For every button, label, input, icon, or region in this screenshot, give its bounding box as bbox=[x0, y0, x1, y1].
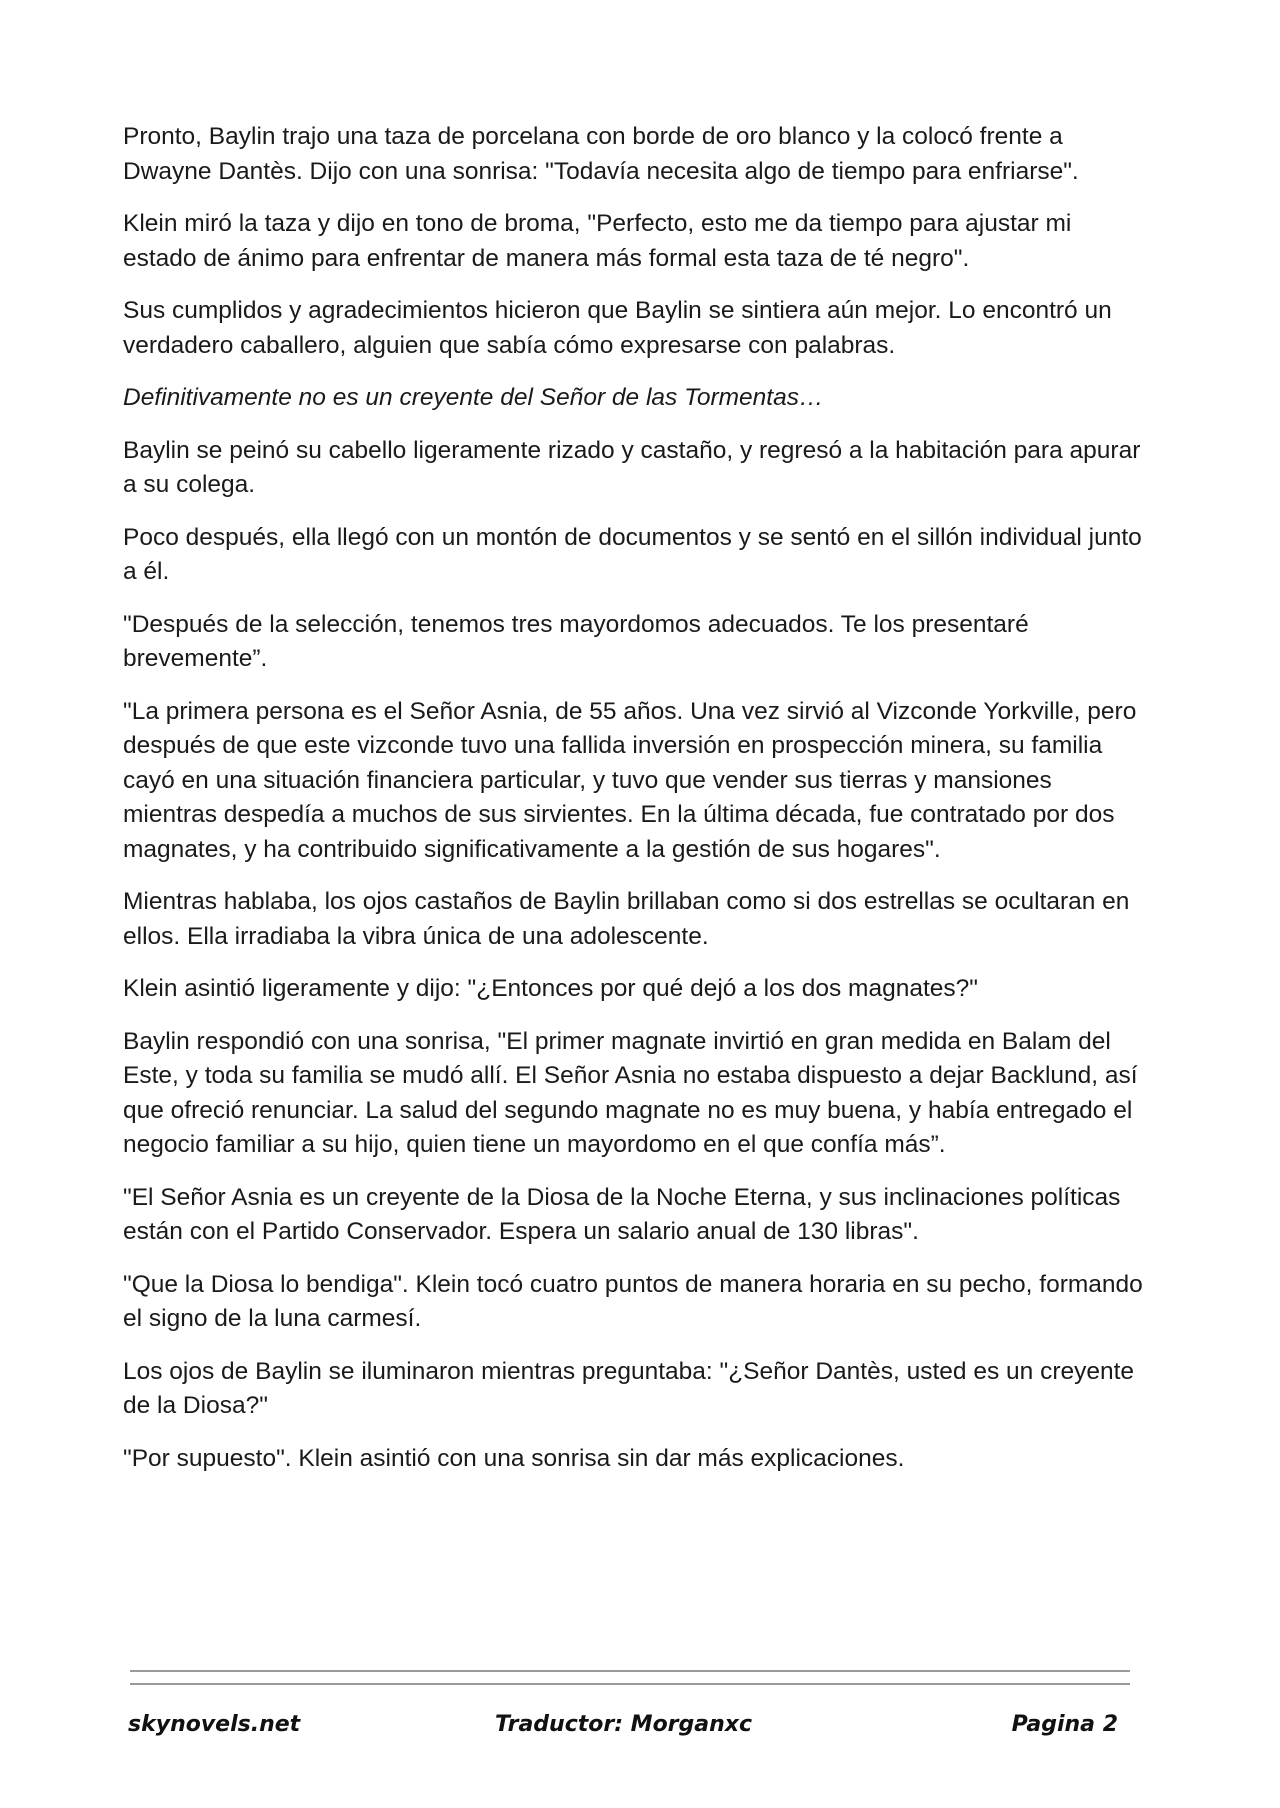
paragraph: "Por supuesto". Klein asintió con una sonrisa sin dar más explicaciones. bbox=[123, 1444, 905, 1472]
paragraph: Mientras hablaba, los ojos castaños de Baylin brillaban como si dos estrellas se ocultaran en ellos. Ella irradiaba la vibra única de una adolescente. bbox=[123, 888, 1130, 950]
paragraph: "La primera persona es el Señor Asnia, de 55 años. Una vez sirvió al Vizconde Yorkville, pero después de que este vizconde tuvo una fallida inversión en prospección minera, su familia cayó en una situación financiera particular, y tuvo que vender sus tierras y mansiones mientras despedía a muchos de sus sirvientes. En la última década, fue contratado por dos magnates, y ha contribuido significativamente a la gestión de sus hogares". bbox=[123, 697, 1137, 863]
paragraph: "El Señor Asnia es un creyente de la Diosa de la Noche Eterna, y sus inclinaciones políticas están con el Partido Conservador. Espera un salario anual de 130 libras". bbox=[123, 1183, 1121, 1245]
paragraph: Los ojos de Baylin se iluminaron mientras preguntaba: "¿Señor Dantès, usted es un creyente de la Diosa?" bbox=[123, 1357, 1135, 1419]
paragraph: Klein miró la taza y dijo en tono de broma, "Perfecto, esto me da tiempo para ajustar mi estado de ánimo para enfrentar de manera más formal esta taza de té negro". bbox=[123, 210, 1072, 272]
paragraph: Pronto, Baylin trajo una taza de porcelana con borde de oro blanco y la colocó frente a Dwayne Dantès. Dijo con una sonrisa: "Todavía necesita algo de tiempo para enfriarse". bbox=[123, 123, 1079, 185]
paragraph: Baylin respondió con una sonrisa, "El primer magnate invirtió en gran medida en Balam del Este, y toda su familia se mudó allí. El Señor Asnia no estaba dispuesto a dejar Backlund, así que ofreció renunciar. La salud del segundo magnate no es muy buena, y había entregado el negocio familiar a su hijo, quien tiene un mayordomo en el que confía más”. bbox=[123, 1027, 1138, 1158]
paragraph: "Después de la selección, tenemos tres mayordomos adecuados. Te los presentaré brevemente”. bbox=[123, 610, 1029, 672]
paragraph: Poco después, ella llegó con un montón de documentos y se sentó en el sillón individual junto a él. bbox=[123, 523, 1142, 585]
page-footer bbox=[128, 1712, 1118, 1746]
paragraph: Sus cumplidos y agradecimientos hicieron que Baylin se sintiera aún mejor. Lo encontró un verdadero caballero, alguien que sabía cómo expresarse con palabras. bbox=[123, 297, 1112, 359]
footer-page-number: Pagina 2 bbox=[1011, 1712, 1118, 1737]
footer-rule-bottom bbox=[130, 1683, 1130, 1685]
paragraph: Baylin se peinó su cabello ligeramente rizado y castaño, y regresó a la habitación para apurar a su colega. bbox=[123, 436, 1141, 498]
paragraph: "Que la Diosa lo bendiga". Klein tocó cuatro puntos de manera horaria en su pecho, formando el signo de la luna carmesí. bbox=[123, 1270, 1143, 1332]
italic-thought-paragraph: Definitivamente no es un creyente del Señor de las Tormentas… bbox=[123, 384, 824, 411]
footer-site: skynovels.net bbox=[128, 1712, 301, 1737]
paragraph: Klein asintió ligeramente y dijo: "¿Entonces por qué dejó a los dos magnates?" bbox=[123, 975, 978, 1002]
page-body bbox=[123, 120, 1143, 1494]
footer-translator: Traductor: Morganxc bbox=[495, 1712, 753, 1737]
footer-rule-top bbox=[130, 1670, 1130, 1672]
